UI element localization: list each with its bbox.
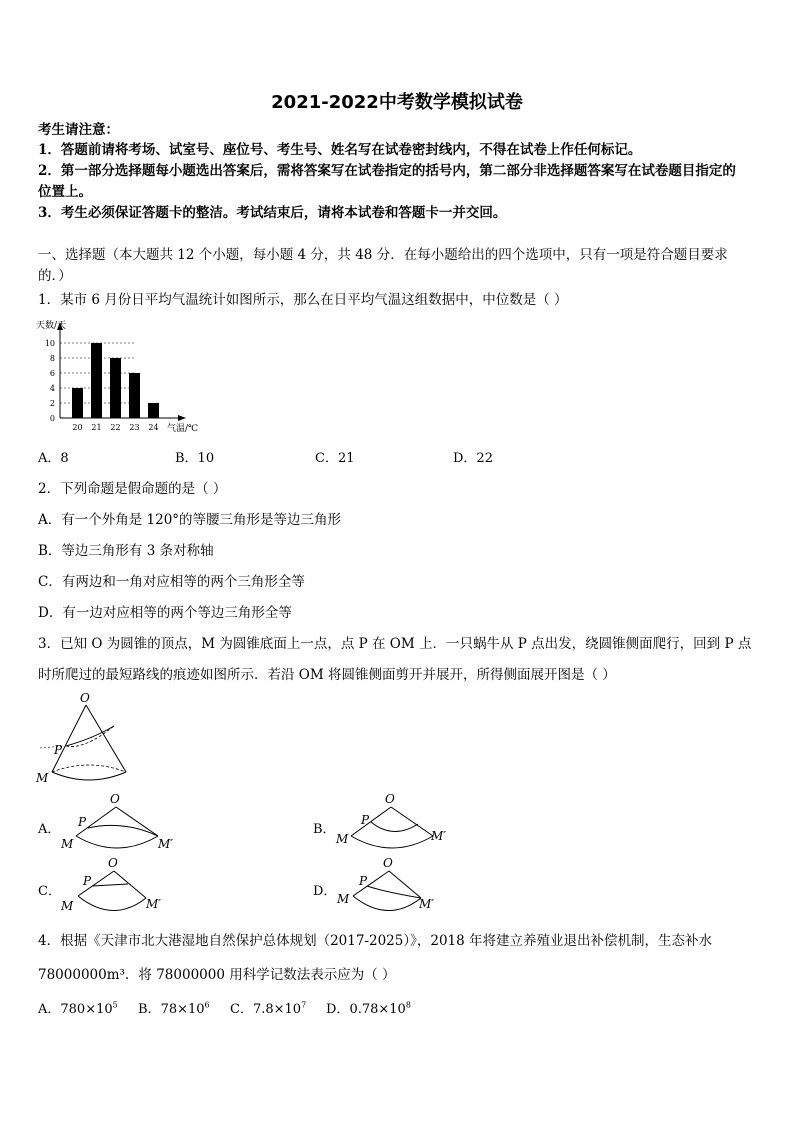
sector-arc [76,836,158,848]
q3-option-a-figure[interactable] [58,790,188,860]
sector-arc [351,836,433,848]
label-m: M [61,899,74,913]
q3-option-a-letter[interactable]: A． [38,822,61,837]
cone-edge-right [86,705,126,772]
label-p: P [54,743,63,757]
label-p: P [359,874,368,888]
q1-option-b[interactable]: B．10 [175,451,215,466]
q3-option-b-letter[interactable]: B． [313,822,336,837]
x-axis-label: 气温/℃ [167,424,199,434]
y-axis-label: 天数/天 [36,321,67,331]
label-o: O [383,856,393,870]
question-1-stem: 1．某市 6 月份日平均气温统计如图所示，那么在日平均气温这组数据中，中位数是（ ） [38,292,568,308]
y-tick-label: 10 [44,339,55,348]
q1-option-d[interactable]: D．22 [453,451,493,466]
q2-option-b[interactable]: B．等边三角形有 3 条对称轴 [38,543,214,559]
y-tick-label: 6 [49,369,55,378]
sector-arc [353,896,421,911]
q3-option-c-figure[interactable] [58,852,188,922]
label-p: P [83,874,92,888]
x-axis-arrow [178,415,186,421]
path-segment [92,884,128,886]
q3-option-b-figure[interactable] [333,790,463,860]
label-m: M [337,892,350,906]
x-tick-label: 23 [129,423,140,432]
question-4-stem: 4．根据《天津市北大港湿地自然保护总体规划（2017-2025）》，2018 年将建立养殖业退出补偿机制，生态补水 [38,933,713,949]
bar-24 [148,403,159,418]
option-letter: C． [230,1002,253,1017]
q4-option-c[interactable] [230,998,306,1017]
bar-23 [129,373,140,418]
notice-line: 3．考生必须保证答题卡的整洁。考试结束后，请将本试卷和答题卡一并交回。 [38,205,507,221]
question-4-stem-cont: 78000000m³．将 78000000 用科学记数法表示应为（ ） [38,967,396,983]
x-tick-label: 20 [72,423,83,432]
bar-22 [110,358,121,418]
q3-option-d-figure[interactable] [333,852,463,922]
option-base: 780×10 [60,1002,113,1017]
label-p: P [78,815,87,829]
option-base: 78×10 [160,1002,205,1017]
label-m-prime: M′ [431,829,447,843]
y-tick-label: 8 [49,354,55,363]
label-m-prime: M′ [419,897,435,911]
q4-option-b[interactable] [138,998,210,1017]
label-p: P [361,813,370,827]
option-letter: A． [38,1002,61,1017]
bar-21 [91,343,102,418]
q2-option-c[interactable]: C．有两边和一角对应相等的两个三角形全等 [38,574,305,590]
y-tick-label: 2 [49,399,55,408]
option-base: 0.78×10 [349,1002,406,1017]
notice-heading: 考生请注意： [38,122,119,138]
path-curve [371,822,418,832]
question-2-stem: 2．下列命题是假命题的是（ ） [38,481,227,497]
cone-figure [34,690,144,790]
temperature-bar-chart [36,318,206,436]
page-title: 2021-2022中考数学模拟试卷 [271,92,523,113]
label-m-prime: M′ [146,897,162,911]
path-curve [88,825,158,836]
y-tick-label: 4 [49,384,55,393]
bar-20 [72,388,83,418]
label-m-prime: M′ [158,837,174,851]
label-m: M [61,837,74,851]
option-base: 7.8×10 [252,1002,302,1017]
option-letter: B． [138,1002,161,1017]
x-tick-label: 21 [91,423,102,432]
q3-option-c-letter[interactable]: C． [38,884,61,899]
x-tick-label: 22 [110,423,121,432]
q1-option-c[interactable]: C．21 [315,451,355,466]
section-heading: 一、选择题（本大题共 12 个小题，每小题 4 分，共 48 分．在每小题给出的四个选项中，只有一项是符合题目要求 [38,247,728,263]
cone-base-front [52,772,126,780]
label-m: M [36,771,49,785]
option-exponent: 8 [405,1000,411,1010]
notice-line: 2．第一部分选择题每小题选出答案后，需将答案写在试卷指定的括号内，第二部分非选择题答案写在试卷题目指定的 [38,163,736,179]
question-3-stem: 3．已知 O 为圆锥的顶点，M 为圆锥底面上一点，点 P 在 OM 上．一只蜗牛从 P 点出发，绕圆锥侧面爬行，回到 P 点 [38,636,752,652]
q2-option-d[interactable]: D．有一边对应相等的两个等边三角形全等 [38,605,292,621]
option-letter: D． [326,1002,350,1017]
q4-option-a[interactable] [38,998,118,1017]
sector-arc [78,896,146,911]
sector-radius-right [116,807,158,836]
cone-edge-left [52,705,86,772]
option-exponent: 5 [112,1000,118,1010]
sector-radius-left [351,807,391,836]
cone-base-back [52,765,126,772]
sector-radius-right [389,871,421,898]
q3-option-d-letter[interactable]: D． [313,884,337,899]
question-3-stem-cont: 时所爬过的最短路线的痕迹如图所示．若沿 OM 将圆锥侧面剪开并展开，所得侧面展开图是（ ） [38,667,616,683]
path-curve [367,886,421,898]
y-tick-label: 0 [49,414,55,423]
snail-path-front [66,726,114,746]
option-exponent: 7 [301,1000,307,1010]
label-o: O [110,792,120,806]
label-o: O [385,792,395,806]
notice-line: 位置上。 [38,184,92,200]
x-tick-label: 24 [148,423,159,432]
q1-option-a[interactable]: A．8 [38,451,69,466]
option-exponent: 6 [204,1000,210,1010]
label-o: O [108,856,118,870]
notice-line: 1．答题前请将考场、试室号、座位号、考生号、姓名写在试卷密封线内，不得在试卷上作任何标记。 [38,142,642,158]
section-heading-cont: 的．） [38,268,72,284]
label-m: M [336,832,349,846]
label-o: O [80,691,90,705]
q2-option-a[interactable]: A．有一个外角是 120°的等腰三角形是等边三角形 [38,512,342,528]
q4-option-d[interactable] [326,998,411,1017]
